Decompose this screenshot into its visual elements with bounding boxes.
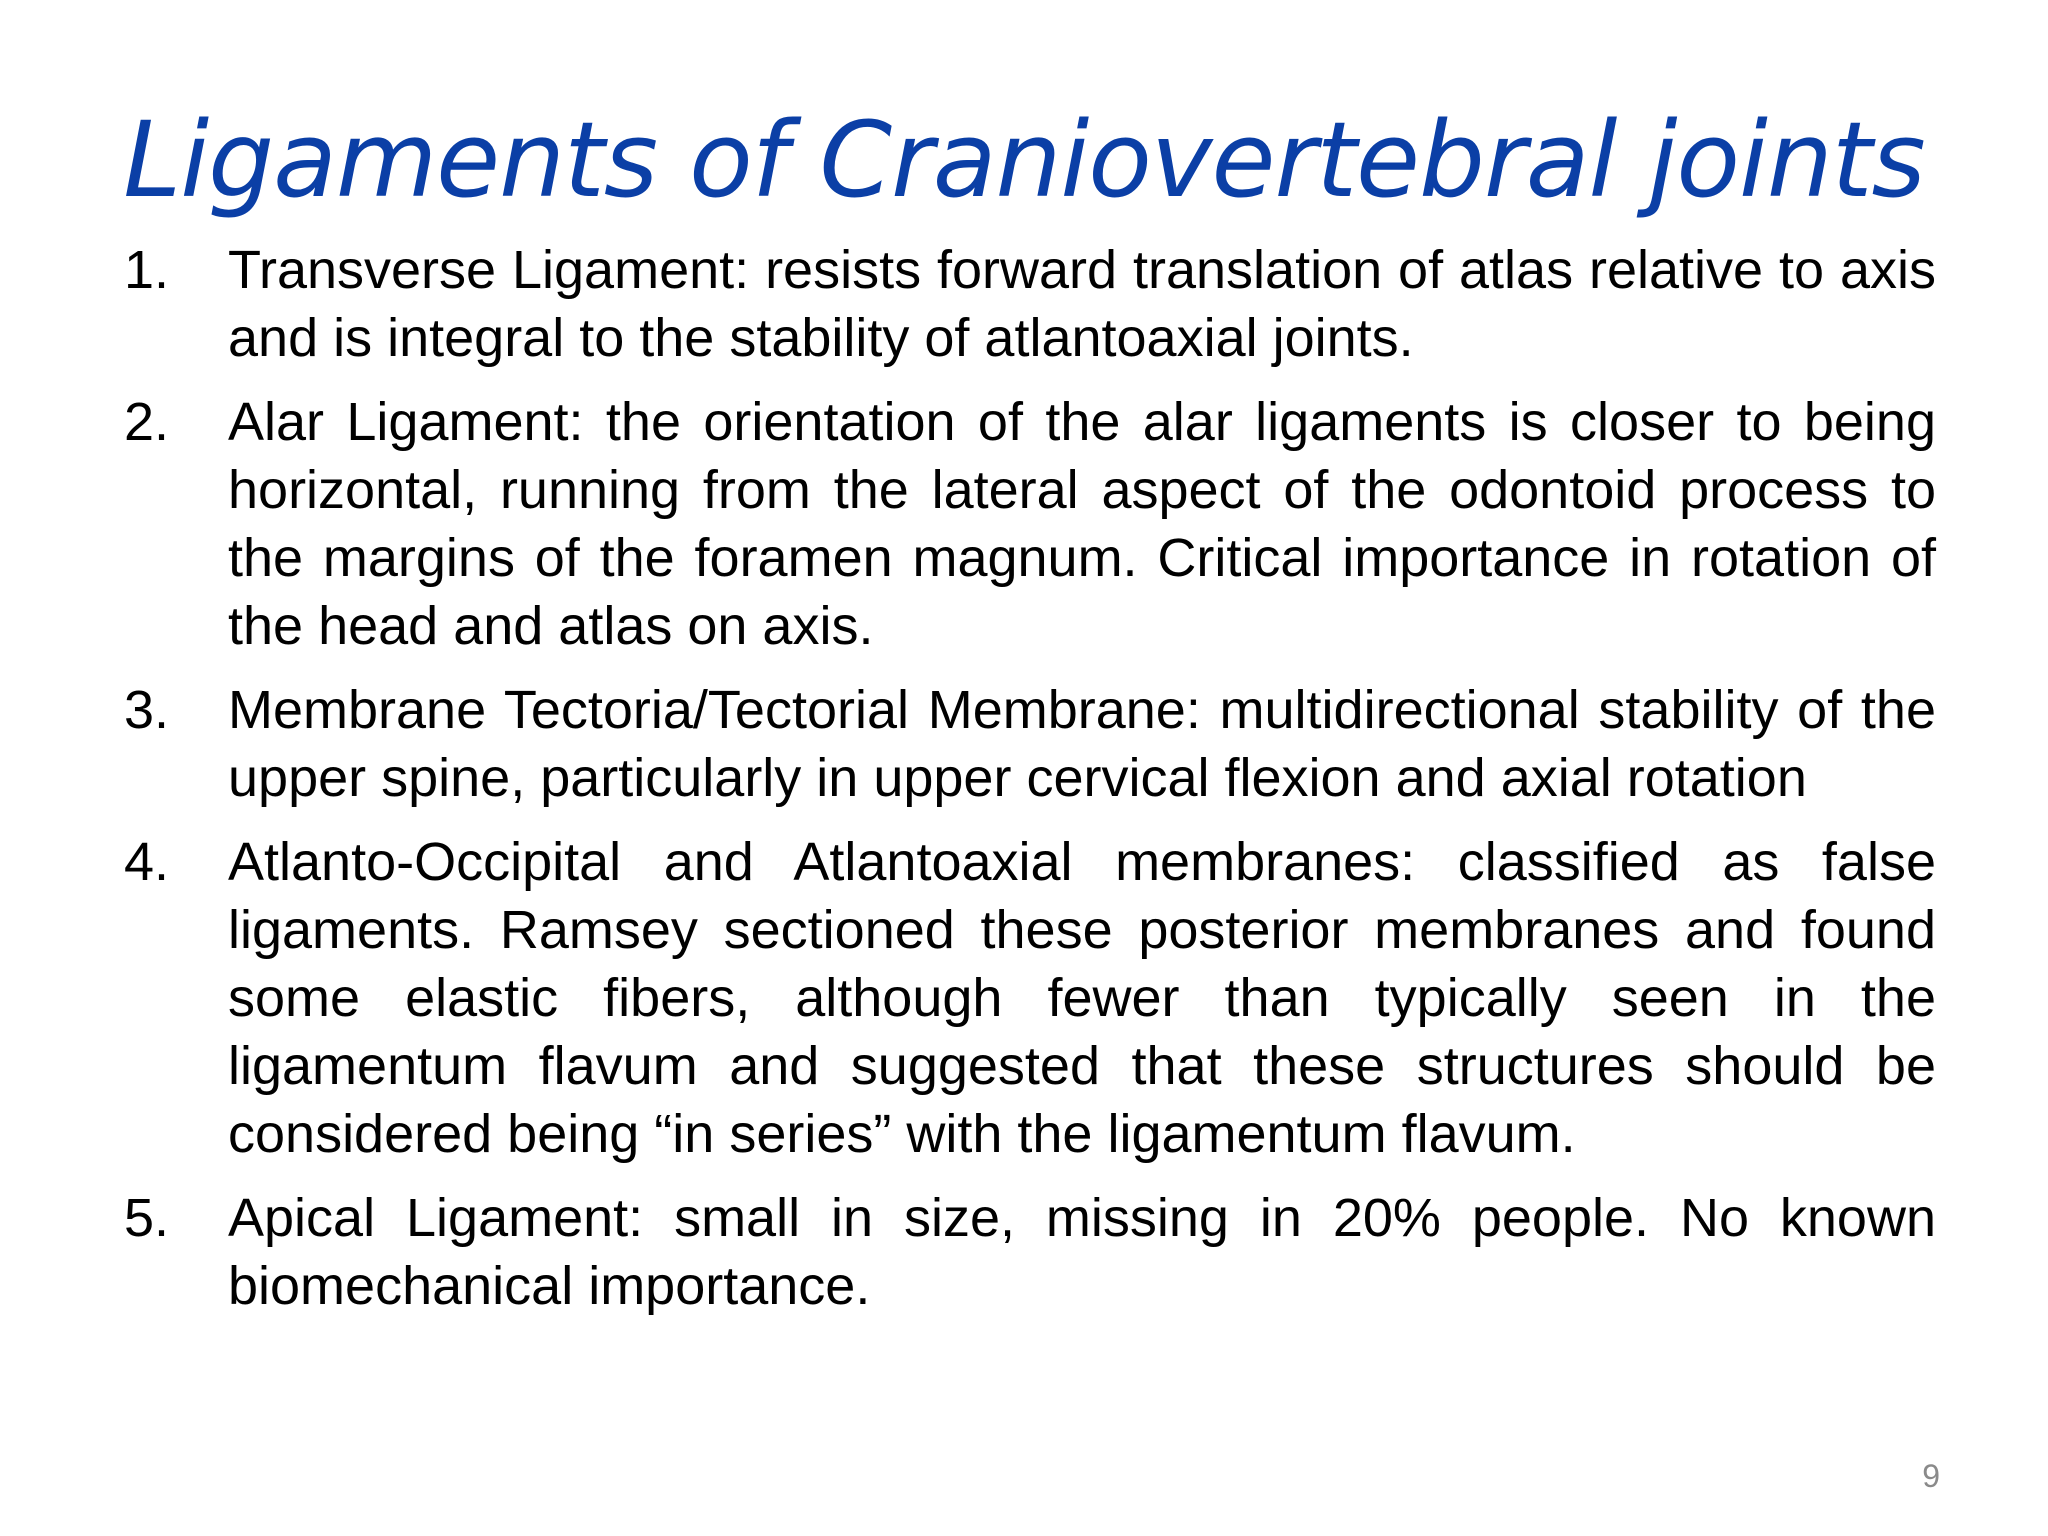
- list-item-alar-ligament: [124, 388, 1936, 660]
- list-item-atlanto-membranes: [124, 828, 1936, 1168]
- list-item-text: Alar Ligament: the orientation of the alar ligaments is closer to being horizontal, running from the lateral aspect of the odontoid process to the margins of the foramen magnum. Critical importance in rotation of the head and atlas on axis.: [228, 392, 1936, 656]
- list-item-tectorial-membrane: [124, 676, 1936, 812]
- slide-title: Ligaments of Craniovertebral joints: [123, 99, 1925, 221]
- list-item-apical-ligament: [124, 1184, 1936, 1320]
- page-number: 9: [1922, 1458, 1940, 1494]
- list-item-transverse-ligament: [124, 236, 1936, 372]
- list-item-number: 5.: [124, 1188, 170, 1248]
- list-item-number: 2.: [124, 392, 170, 452]
- list-item-number: 3.: [124, 680, 170, 740]
- list-item-text: Apical Ligament: small in size, missing in 20% people. No known biomechanical importance.: [228, 1188, 1936, 1316]
- list-item-number: 4.: [124, 832, 170, 892]
- list-item-text: Transverse Ligament: resists forward translation of atlas relative to axis and is integral to the stability of atlantoaxial joints.: [228, 240, 1936, 368]
- list-item-number: 1.: [124, 240, 170, 300]
- ligament-list: [124, 236, 1936, 1336]
- list-item-text: Atlanto-Occipital and Atlantoaxial membranes: classified as false ligaments. Ramsey sectioned these posterior membranes and found some elastic fibers, although fewer than typically seen in the ligamentum flavum and suggested that these structures should be considered being “in series” with the ligamentum flavum.: [228, 832, 1936, 1164]
- list-item-text: Membrane Tectoria/Tectorial Membrane: multidirectional stability of the upper spine, particularly in upper cervical flexion and axial rotation: [228, 680, 1936, 808]
